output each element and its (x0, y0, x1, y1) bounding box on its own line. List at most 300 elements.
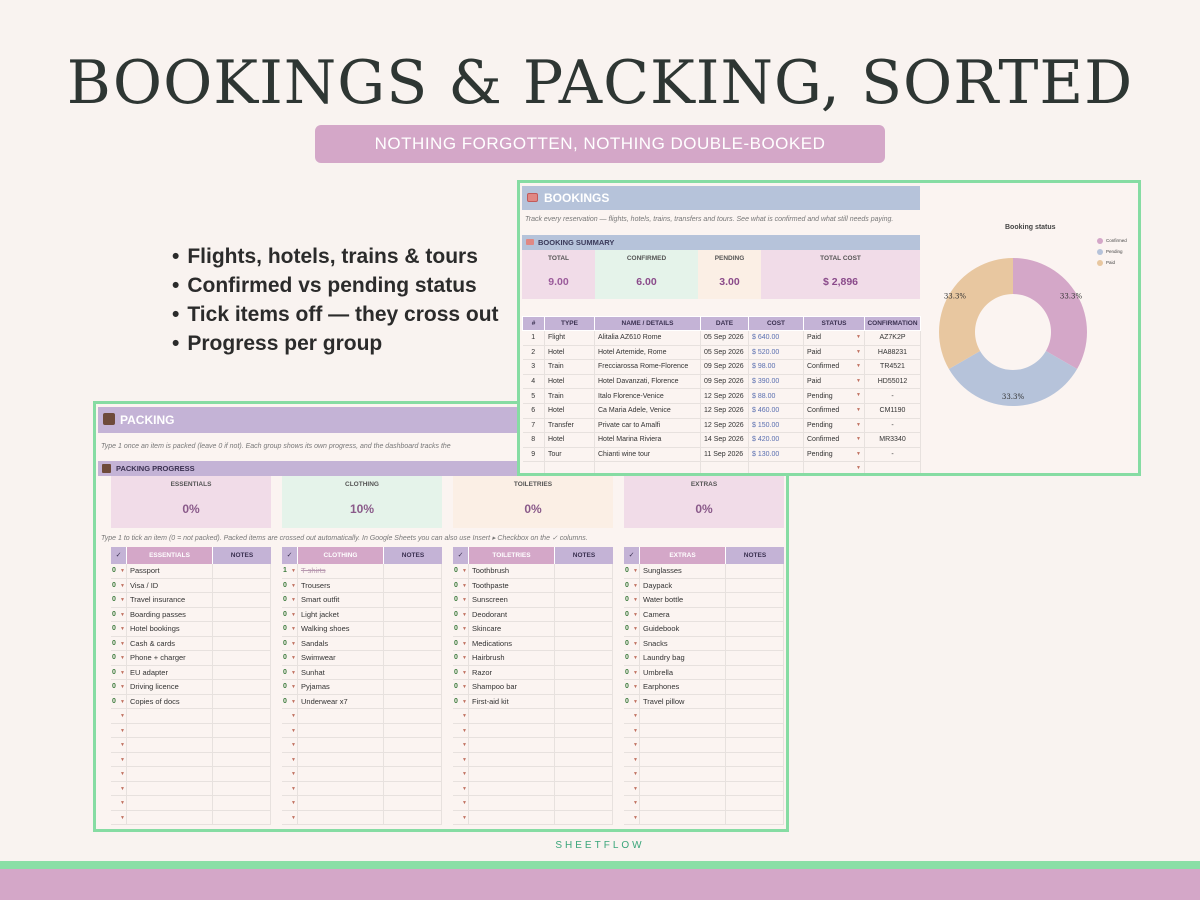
dropdown-arrow-icon[interactable]: ▼ (120, 597, 125, 603)
check-cell[interactable] (282, 811, 297, 825)
notes-cell[interactable] (725, 680, 784, 694)
check-cell[interactable] (624, 637, 639, 651)
check-cell[interactable] (453, 637, 468, 651)
item-name[interactable]: Skincare (468, 622, 554, 636)
notes-cell[interactable] (383, 753, 442, 767)
item-name[interactable] (126, 811, 212, 825)
check-cell[interactable] (624, 622, 639, 636)
dropdown-arrow-icon[interactable]: ▼ (462, 655, 467, 661)
item-name[interactable]: Swimwear (297, 651, 383, 665)
check-cell[interactable] (624, 724, 639, 738)
dropdown-arrow-icon[interactable]: ▼ (462, 756, 467, 763)
notes-cell[interactable] (383, 608, 442, 622)
item-name[interactable] (297, 724, 383, 738)
notes-cell[interactable] (212, 680, 271, 694)
notes-cell[interactable] (725, 782, 784, 796)
item-name[interactable]: Travel insurance (126, 593, 212, 607)
check-cell[interactable] (282, 680, 297, 694)
item-name[interactable]: Cash & cards (126, 637, 212, 651)
check-cell[interactable] (111, 796, 126, 810)
item-name[interactable] (126, 782, 212, 796)
dropdown-arrow-icon[interactable]: ▼ (291, 785, 296, 792)
check-cell[interactable] (111, 637, 126, 651)
check-cell[interactable] (111, 709, 126, 723)
check-cell[interactable] (624, 651, 639, 665)
notes-cell[interactable] (554, 680, 613, 694)
notes-cell[interactable] (725, 608, 784, 622)
check-cell[interactable] (282, 767, 297, 781)
dropdown-arrow-icon[interactable]: ▼ (291, 800, 296, 806)
check-cell[interactable] (282, 738, 297, 752)
item-name[interactable]: Medications (468, 637, 554, 651)
dropdown-arrow-icon[interactable]: ▼ (462, 626, 467, 632)
notes-cell[interactable] (212, 753, 271, 767)
dropdown-arrow-icon[interactable]: ▼ (633, 582, 638, 589)
notes-cell[interactable] (383, 680, 442, 694)
notes-cell[interactable] (554, 579, 613, 593)
notes-cell[interactable] (725, 564, 784, 578)
item-name[interactable]: Guidebook (639, 622, 725, 636)
dropdown-arrow-icon[interactable]: ▼ (856, 334, 861, 340)
item-name[interactable] (639, 753, 725, 767)
check-cell[interactable] (111, 782, 126, 796)
check-cell[interactable] (111, 593, 126, 607)
notes-cell[interactable] (725, 622, 784, 636)
notes-cell[interactable] (212, 709, 271, 723)
dropdown-arrow-icon[interactable]: ▼ (462, 814, 467, 821)
item-name[interactable]: Visa / ID (126, 579, 212, 593)
item-name[interactable]: Underwear x7 (297, 695, 383, 709)
check-cell[interactable] (111, 767, 126, 781)
dropdown-arrow-icon[interactable]: ▼ (120, 684, 125, 690)
item-name[interactable] (297, 796, 383, 810)
notes-cell[interactable] (212, 738, 271, 752)
check-cell[interactable] (453, 651, 468, 665)
dropdown-arrow-icon[interactable]: ▼ (120, 669, 125, 676)
dropdown-arrow-icon[interactable]: ▼ (120, 640, 125, 647)
notes-cell[interactable] (554, 564, 613, 578)
item-name[interactable]: Travel pillow (639, 695, 725, 709)
item-name[interactable]: First-aid kit (468, 695, 554, 709)
notes-cell[interactable] (212, 593, 271, 607)
item-name[interactable] (297, 753, 383, 767)
item-name[interactable] (468, 811, 554, 825)
dropdown-arrow-icon[interactable]: ▼ (856, 392, 861, 399)
dropdown-arrow-icon[interactable]: ▼ (120, 655, 125, 661)
notes-cell[interactable] (725, 593, 784, 607)
check-cell[interactable] (624, 753, 639, 767)
dropdown-arrow-icon[interactable]: ▼ (120, 713, 125, 719)
table-cell[interactable] (804, 331, 865, 346)
item-name[interactable]: Snacks (639, 637, 725, 651)
dropdown-arrow-icon[interactable]: ▼ (462, 611, 467, 618)
dropdown-arrow-icon[interactable]: ▼ (633, 756, 638, 763)
notes-cell[interactable] (212, 767, 271, 781)
check-cell[interactable] (282, 666, 297, 680)
check-cell[interactable] (624, 738, 639, 752)
check-cell[interactable] (111, 753, 126, 767)
notes-cell[interactable] (383, 651, 442, 665)
dropdown-arrow-icon[interactable]: ▼ (462, 640, 467, 647)
dropdown-arrow-icon[interactable]: ▼ (120, 626, 125, 632)
item-name[interactable]: Walking shoes (297, 622, 383, 636)
notes-cell[interactable] (725, 724, 784, 738)
item-name[interactable] (126, 738, 212, 752)
check-cell[interactable] (453, 767, 468, 781)
item-name[interactable]: Razor (468, 666, 554, 680)
table-cell[interactable] (804, 462, 865, 476)
dropdown-arrow-icon[interactable]: ▼ (291, 713, 296, 719)
dropdown-arrow-icon[interactable]: ▼ (633, 800, 638, 806)
notes-cell[interactable] (212, 651, 271, 665)
dropdown-arrow-icon[interactable]: ▼ (120, 698, 125, 705)
notes-cell[interactable] (383, 796, 442, 810)
check-cell[interactable] (453, 579, 468, 593)
check-cell[interactable] (111, 651, 126, 665)
dropdown-arrow-icon[interactable]: ▼ (462, 582, 467, 589)
dropdown-arrow-icon[interactable]: ▼ (291, 597, 296, 603)
check-cell[interactable] (282, 651, 297, 665)
dropdown-arrow-icon[interactable]: ▼ (856, 465, 861, 472)
check-cell[interactable] (282, 724, 297, 738)
dropdown-arrow-icon[interactable]: ▼ (462, 800, 467, 806)
dropdown-arrow-icon[interactable]: ▼ (291, 698, 296, 705)
notes-cell[interactable] (383, 579, 442, 593)
notes-cell[interactable] (383, 593, 442, 607)
check-cell[interactable] (624, 593, 639, 607)
dropdown-arrow-icon[interactable]: ▼ (291, 582, 296, 589)
item-name[interactable]: Camera (639, 608, 725, 622)
dropdown-arrow-icon[interactable]: ▼ (120, 814, 125, 821)
dropdown-arrow-icon[interactable]: ▼ (856, 421, 861, 428)
notes-cell[interactable] (725, 637, 784, 651)
item-name[interactable]: Smart outfit (297, 593, 383, 607)
item-name[interactable] (468, 724, 554, 738)
check-cell[interactable] (453, 695, 468, 709)
item-name[interactable] (468, 796, 554, 810)
notes-cell[interactable] (554, 709, 613, 723)
dropdown-arrow-icon[interactable]: ▼ (462, 568, 467, 574)
item-name[interactable] (468, 753, 554, 767)
item-name[interactable]: Trousers (297, 579, 383, 593)
item-name[interactable] (126, 767, 212, 781)
notes-cell[interactable] (383, 564, 442, 578)
dropdown-arrow-icon[interactable]: ▼ (633, 785, 638, 792)
dropdown-arrow-icon[interactable]: ▼ (291, 756, 296, 763)
notes-cell[interactable] (383, 622, 442, 636)
check-cell[interactable] (624, 811, 639, 825)
dropdown-arrow-icon[interactable]: ▼ (291, 626, 296, 632)
notes-cell[interactable] (212, 695, 271, 709)
notes-cell[interactable] (554, 593, 613, 607)
notes-cell[interactable] (212, 724, 271, 738)
dropdown-arrow-icon[interactable]: ▼ (856, 406, 861, 413)
check-cell[interactable] (624, 666, 639, 680)
notes-cell[interactable] (554, 695, 613, 709)
check-cell[interactable] (282, 709, 297, 723)
dropdown-arrow-icon[interactable]: ▼ (462, 684, 467, 690)
check-cell[interactable] (111, 680, 126, 694)
notes-cell[interactable] (212, 564, 271, 578)
table-cell[interactable] (804, 433, 865, 448)
notes-cell[interactable] (383, 709, 442, 723)
item-name[interactable]: Water bottle (639, 593, 725, 607)
dropdown-arrow-icon[interactable]: ▼ (633, 568, 638, 574)
notes-cell[interactable] (554, 782, 613, 796)
dropdown-arrow-icon[interactable]: ▼ (462, 742, 467, 748)
item-name[interactable]: Sunscreen (468, 593, 554, 607)
item-name[interactable]: Sunhat (297, 666, 383, 680)
dropdown-arrow-icon[interactable]: ▼ (120, 742, 125, 748)
dropdown-arrow-icon[interactable]: ▼ (291, 742, 296, 748)
item-name[interactable]: Hotel bookings (126, 622, 212, 636)
notes-cell[interactable] (212, 579, 271, 593)
check-cell[interactable] (111, 608, 126, 622)
dropdown-arrow-icon[interactable]: ▼ (291, 669, 296, 676)
item-name[interactable]: Toothbrush (468, 564, 554, 578)
check-cell[interactable] (624, 767, 639, 781)
check-cell[interactable] (453, 724, 468, 738)
dropdown-arrow-icon[interactable]: ▼ (291, 684, 296, 690)
notes-cell[interactable] (725, 753, 784, 767)
check-cell[interactable] (453, 738, 468, 752)
notes-cell[interactable] (383, 724, 442, 738)
dropdown-arrow-icon[interactable]: ▼ (291, 568, 296, 574)
check-cell[interactable] (111, 579, 126, 593)
check-cell[interactable] (282, 796, 297, 810)
item-name[interactable] (639, 767, 725, 781)
dropdown-arrow-icon[interactable]: ▼ (633, 771, 638, 777)
check-cell[interactable] (282, 564, 297, 578)
item-name[interactable] (639, 738, 725, 752)
dropdown-arrow-icon[interactable]: ▼ (120, 800, 125, 806)
check-cell[interactable] (282, 593, 297, 607)
item-name[interactable]: Hairbrush (468, 651, 554, 665)
dropdown-arrow-icon[interactable]: ▼ (856, 450, 861, 457)
notes-cell[interactable] (212, 782, 271, 796)
check-cell[interactable] (453, 564, 468, 578)
dropdown-arrow-icon[interactable]: ▼ (633, 814, 638, 821)
notes-cell[interactable] (554, 666, 613, 680)
check-cell[interactable] (111, 724, 126, 738)
check-cell[interactable] (111, 738, 126, 752)
notes-cell[interactable] (725, 811, 784, 825)
item-name[interactable]: Passport (126, 564, 212, 578)
item-name[interactable] (639, 724, 725, 738)
dropdown-arrow-icon[interactable]: ▼ (633, 727, 638, 734)
notes-cell[interactable] (725, 695, 784, 709)
notes-cell[interactable] (383, 637, 442, 651)
dropdown-arrow-icon[interactable]: ▼ (291, 771, 296, 777)
dropdown-arrow-icon[interactable]: ▼ (120, 568, 125, 574)
check-cell[interactable] (111, 564, 126, 578)
item-name[interactable] (297, 709, 383, 723)
notes-cell[interactable] (554, 637, 613, 651)
check-cell[interactable] (453, 622, 468, 636)
notes-cell[interactable] (212, 796, 271, 810)
notes-cell[interactable] (383, 767, 442, 781)
notes-cell[interactable] (554, 753, 613, 767)
item-name[interactable]: Driving licence (126, 680, 212, 694)
notes-cell[interactable] (212, 637, 271, 651)
dropdown-arrow-icon[interactable]: ▼ (633, 698, 638, 705)
item-name[interactable]: Daypack (639, 579, 725, 593)
check-cell[interactable] (282, 695, 297, 709)
dropdown-arrow-icon[interactable]: ▼ (633, 684, 638, 690)
check-cell[interactable] (282, 753, 297, 767)
check-cell[interactable] (453, 666, 468, 680)
check-cell[interactable] (624, 695, 639, 709)
dropdown-arrow-icon[interactable]: ▼ (291, 640, 296, 647)
dropdown-arrow-icon[interactable]: ▼ (633, 713, 638, 719)
dropdown-arrow-icon[interactable]: ▼ (291, 655, 296, 661)
check-cell[interactable] (624, 709, 639, 723)
notes-cell[interactable] (554, 767, 613, 781)
notes-cell[interactable] (554, 811, 613, 825)
notes-cell[interactable] (383, 811, 442, 825)
item-name[interactable]: Umbrella (639, 666, 725, 680)
item-name[interactable] (468, 782, 554, 796)
item-name[interactable] (126, 709, 212, 723)
notes-cell[interactable] (725, 666, 784, 680)
table-cell[interactable] (804, 447, 865, 462)
item-name[interactable]: T-shirts (297, 564, 383, 578)
notes-cell[interactable] (725, 579, 784, 593)
dropdown-arrow-icon[interactable]: ▼ (633, 655, 638, 661)
check-cell[interactable] (282, 579, 297, 593)
check-cell[interactable] (111, 811, 126, 825)
item-name[interactable] (639, 709, 725, 723)
table-cell[interactable] (804, 360, 865, 375)
item-name[interactable]: Phone + charger (126, 651, 212, 665)
dropdown-arrow-icon[interactable]: ▼ (633, 611, 638, 618)
notes-cell[interactable] (554, 796, 613, 810)
check-cell[interactable] (111, 666, 126, 680)
check-cell[interactable] (282, 608, 297, 622)
check-cell[interactable] (624, 564, 639, 578)
check-cell[interactable] (453, 796, 468, 810)
dropdown-arrow-icon[interactable]: ▼ (462, 785, 467, 792)
notes-cell[interactable] (725, 767, 784, 781)
dropdown-arrow-icon[interactable]: ▼ (120, 611, 125, 618)
dropdown-arrow-icon[interactable]: ▼ (856, 363, 861, 370)
notes-cell[interactable] (725, 738, 784, 752)
dropdown-arrow-icon[interactable]: ▼ (633, 626, 638, 632)
dropdown-arrow-icon[interactable]: ▼ (462, 727, 467, 734)
item-name[interactable]: Sunglasses (639, 564, 725, 578)
item-name[interactable] (297, 738, 383, 752)
dropdown-arrow-icon[interactable]: ▼ (120, 771, 125, 777)
item-name[interactable]: Pyjamas (297, 680, 383, 694)
check-cell[interactable] (453, 593, 468, 607)
dropdown-arrow-icon[interactable]: ▼ (291, 727, 296, 734)
item-name[interactable]: Shampoo bar (468, 680, 554, 694)
dropdown-arrow-icon[interactable]: ▼ (120, 727, 125, 734)
dropdown-arrow-icon[interactable]: ▼ (856, 348, 861, 355)
notes-cell[interactable] (383, 738, 442, 752)
item-name[interactable] (297, 767, 383, 781)
check-cell[interactable] (111, 622, 126, 636)
notes-cell[interactable] (554, 622, 613, 636)
notes-cell[interactable] (212, 811, 271, 825)
check-cell[interactable] (453, 680, 468, 694)
check-cell[interactable] (453, 811, 468, 825)
check-cell[interactable] (624, 608, 639, 622)
item-name[interactable]: Deodorant (468, 608, 554, 622)
dropdown-arrow-icon[interactable]: ▼ (856, 436, 861, 443)
check-cell[interactable] (624, 796, 639, 810)
table-cell[interactable] (804, 418, 865, 433)
item-name[interactable]: EU adapter (126, 666, 212, 680)
dropdown-arrow-icon[interactable]: ▼ (120, 785, 125, 792)
notes-cell[interactable] (212, 666, 271, 680)
dropdown-arrow-icon[interactable]: ▼ (462, 669, 467, 676)
check-cell[interactable] (624, 579, 639, 593)
check-cell[interactable] (111, 695, 126, 709)
item-name[interactable] (639, 796, 725, 810)
notes-cell[interactable] (212, 622, 271, 636)
check-cell[interactable] (453, 709, 468, 723)
notes-cell[interactable] (725, 709, 784, 723)
dropdown-arrow-icon[interactable]: ▼ (633, 640, 638, 647)
dropdown-arrow-icon[interactable]: ▼ (462, 597, 467, 603)
notes-cell[interactable] (554, 738, 613, 752)
item-name[interactable]: Light jacket (297, 608, 383, 622)
table-cell[interactable] (804, 389, 865, 404)
table-cell[interactable] (804, 403, 865, 418)
item-name[interactable] (468, 709, 554, 723)
dropdown-arrow-icon[interactable]: ▼ (462, 698, 467, 705)
dropdown-arrow-icon[interactable]: ▼ (633, 669, 638, 676)
dropdown-arrow-icon[interactable]: ▼ (120, 582, 125, 589)
check-cell[interactable] (453, 753, 468, 767)
dropdown-arrow-icon[interactable]: ▼ (462, 771, 467, 777)
dropdown-arrow-icon[interactable]: ▼ (291, 814, 296, 821)
dropdown-arrow-icon[interactable]: ▼ (120, 756, 125, 763)
check-cell[interactable] (282, 637, 297, 651)
dropdown-arrow-icon[interactable]: ▼ (856, 377, 861, 384)
item-name[interactable] (126, 724, 212, 738)
notes-cell[interactable] (725, 651, 784, 665)
table-cell[interactable] (804, 345, 865, 360)
check-cell[interactable] (624, 680, 639, 694)
item-name[interactable] (126, 796, 212, 810)
item-name[interactable]: Sandals (297, 637, 383, 651)
item-name[interactable]: Earphones (639, 680, 725, 694)
check-cell[interactable] (282, 782, 297, 796)
check-cell[interactable] (453, 782, 468, 796)
check-cell[interactable] (453, 608, 468, 622)
notes-cell[interactable] (554, 651, 613, 665)
item-name[interactable] (639, 811, 725, 825)
item-name[interactable] (297, 782, 383, 796)
item-name[interactable]: Laundry bag (639, 651, 725, 665)
notes-cell[interactable] (383, 782, 442, 796)
notes-cell[interactable] (383, 666, 442, 680)
check-cell[interactable] (282, 622, 297, 636)
notes-cell[interactable] (383, 695, 442, 709)
dropdown-arrow-icon[interactable]: ▼ (462, 713, 467, 719)
item-name[interactable] (468, 767, 554, 781)
item-name[interactable] (126, 753, 212, 767)
notes-cell[interactable] (554, 724, 613, 738)
notes-cell[interactable] (212, 608, 271, 622)
item-name[interactable]: Copies of docs (126, 695, 212, 709)
item-name[interactable] (468, 738, 554, 752)
notes-cell[interactable] (554, 608, 613, 622)
item-name[interactable]: Toothpaste (468, 579, 554, 593)
notes-cell[interactable] (725, 796, 784, 810)
